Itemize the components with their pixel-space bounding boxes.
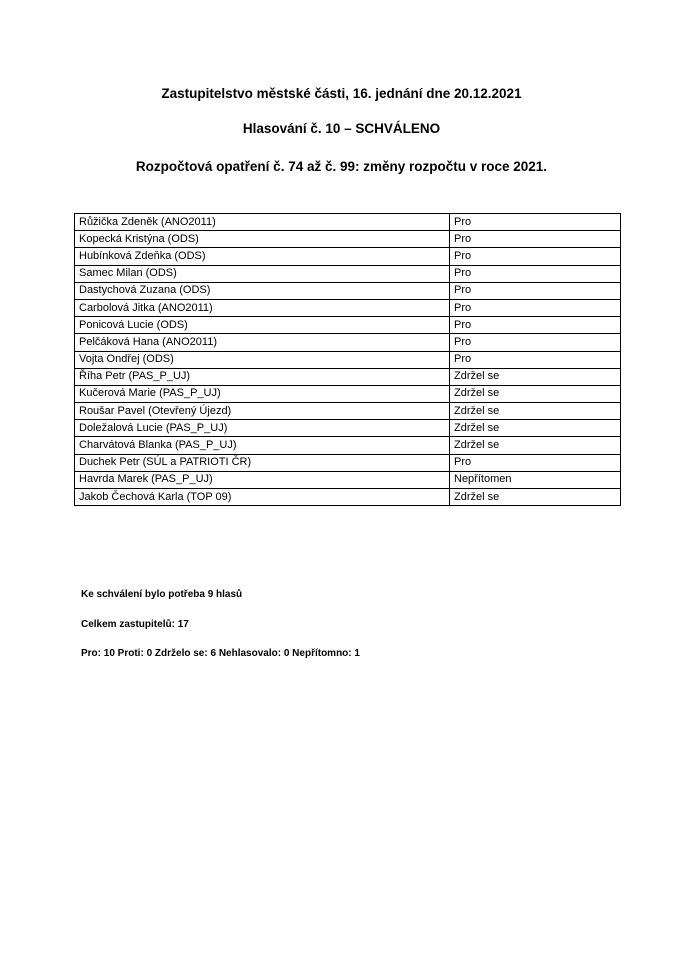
vote-value: Zdržel se (450, 437, 621, 454)
vote-value: Zdržel se (450, 385, 621, 402)
member-name: Duchek Petr (SÚL a PATRIOTI ČR) (75, 454, 450, 471)
vote-value: Pro (450, 334, 621, 351)
vote-value: Pro (450, 299, 621, 316)
vote-value: Nepřítomen (450, 471, 621, 488)
table-row (75, 265, 621, 282)
member-name: Kučerová Marie (PAS_P_UJ) (75, 385, 450, 402)
table-row (75, 299, 621, 316)
table-row (75, 454, 621, 471)
member-name: Vojta Ondřej (ODS) (75, 351, 450, 368)
table-row (75, 368, 621, 385)
subject-title: Rozpočtová opatření č. 74 až č. 99: změny rozpočtu v roce 2021. (135, 159, 548, 174)
table-row (75, 248, 621, 265)
vote-table (74, 213, 621, 506)
member-name: Doležalová Lucie (PAS_P_UJ) (75, 420, 450, 437)
member-name: Havrda Marek (PAS_P_UJ) (75, 471, 450, 488)
vote-value: Zdržel se (450, 368, 621, 385)
vote-value: Pro (450, 231, 621, 248)
member-name: Dastychová Zuzana (ODS) (75, 282, 450, 299)
member-name: Růžička Zdeněk (ANO2011) (75, 214, 450, 231)
summary-total-members: Celkem zastupitelů: 17 (81, 618, 189, 630)
member-name: Jakob Čechová Karla (TOP 09) (75, 489, 450, 506)
table-row (75, 351, 621, 368)
vote-value: Pro (450, 454, 621, 471)
member-name: Hubínková Zdeňka (ODS) (75, 248, 450, 265)
table-row (75, 334, 621, 351)
summary-vote-counts: Pro: 10 Proti: 0 Zdrželo se: 6 Nehlasovalo: 0 Nepřítomno: 1 (81, 648, 360, 659)
table-row (75, 489, 621, 506)
vote-result-title: Hlasování č. 10 – SCHVÁLENO (242, 121, 441, 136)
member-name: Pelčáková Hana (ANO2011) (75, 334, 450, 351)
vote-summary (81, 589, 360, 678)
meeting-title: Zastupitelstvo městské části, 16. jednání dne 20.12.2021 (161, 86, 522, 101)
member-name: Roušar Pavel (Otevřený Újezd) (75, 403, 450, 420)
table-row (75, 471, 621, 488)
table-row (75, 420, 621, 437)
table-row (75, 437, 621, 454)
vote-value: Pro (450, 351, 621, 368)
member-name: Carbolová Jitka (ANO2011) (75, 299, 450, 316)
member-name: Samec Milan (ODS) (75, 265, 450, 282)
member-name: Říha Petr (PAS_P_UJ) (75, 368, 450, 385)
vote-value: Pro (450, 317, 621, 334)
summary-required-votes: Ke schválení bylo potřeba 9 hlasů (81, 589, 243, 600)
table-row (75, 385, 621, 402)
vote-value: Zdržel se (450, 420, 621, 437)
table-row (75, 282, 621, 299)
vote-value: Pro (450, 248, 621, 265)
table-row (75, 231, 621, 248)
table-row (75, 317, 621, 334)
vote-value: Pro (450, 265, 621, 282)
vote-value: Zdržel se (450, 489, 621, 506)
vote-value: Pro (450, 282, 621, 299)
table-row (75, 403, 621, 420)
member-name: Kopecká Kristýna (ODS) (75, 231, 450, 248)
vote-value: Pro (450, 214, 621, 231)
table-row (75, 214, 621, 231)
member-name: Ponicová Lucie (ODS) (75, 317, 450, 334)
member-name: Charvátová Blanka (PAS_P_UJ) (75, 437, 450, 454)
vote-value: Zdržel se (450, 403, 621, 420)
